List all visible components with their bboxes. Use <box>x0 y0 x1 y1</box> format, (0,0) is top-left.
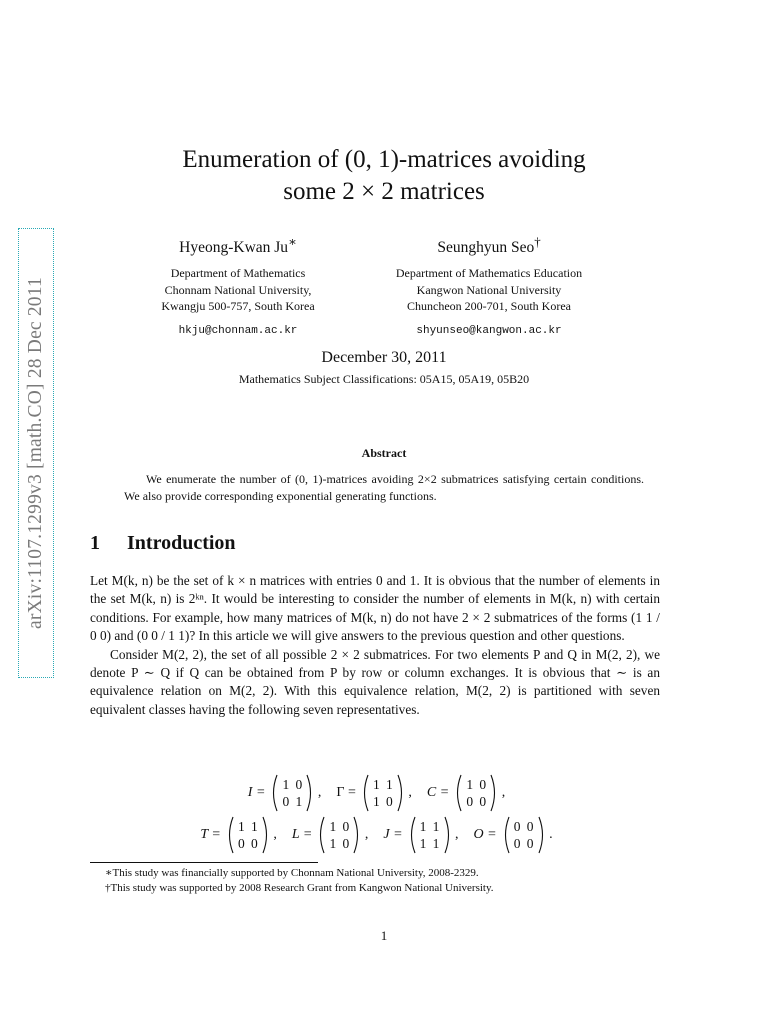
left-paren <box>502 816 510 854</box>
author-mark-1: ∗ <box>288 234 297 249</box>
matrix-entry: 0 <box>342 819 350 834</box>
matrix-entry: 0 <box>513 836 521 851</box>
left-paren <box>317 816 325 854</box>
author-mark-2: † <box>534 234 541 249</box>
matrix-separator: , <box>269 827 277 842</box>
matrix-entry: 0 <box>466 794 474 809</box>
matrix-entry: 0 <box>238 836 245 851</box>
matrix-equation <box>427 774 520 812</box>
abstract-heading: Abstract <box>361 446 407 460</box>
right-paren <box>397 774 405 812</box>
section-number: 1 <box>90 532 100 554</box>
matrix-separator: , <box>404 785 412 800</box>
matrix-entry: 0 <box>526 836 534 851</box>
matrix-row-1 <box>0 774 768 812</box>
footnotes <box>105 866 494 896</box>
matrix-separator: . <box>545 827 553 842</box>
matrix-symbol: C = <box>426 785 450 800</box>
right-paren <box>306 774 314 812</box>
matrix <box>502 816 546 854</box>
title-line-1: Enumeration of (0, 1)-matrices avoiding <box>182 146 586 173</box>
subject-classifications: Mathematics Subject Classifications: 05A15, 05A19, 05B20 <box>238 372 530 386</box>
left-paren <box>454 774 462 812</box>
matrix-symbol: O = <box>473 827 497 842</box>
matrix-equation <box>292 816 383 854</box>
matrix-entry: 1 <box>419 836 427 851</box>
abstract-text: We enumerate the number of (0, 1)-matrices avoiding 2×2 submatrices satisfying certain conditions. We also provide corresponding exponential generating functions. <box>124 472 644 503</box>
matrix-symbol: Γ = <box>336 785 356 800</box>
matrix-entry: 1 <box>238 819 245 834</box>
matrix-entry: 0 <box>251 836 258 851</box>
matrix <box>226 816 270 854</box>
matrix-entry: 1 <box>329 819 337 834</box>
left-paren <box>270 774 278 812</box>
matrix-equation <box>474 816 568 854</box>
matrix-entry: 0 <box>342 836 350 851</box>
matrix <box>317 816 361 854</box>
matrix-symbol: I = <box>247 785 266 800</box>
body-text <box>90 572 660 719</box>
matrix-symbol: T = <box>200 827 221 842</box>
right-paren <box>490 774 498 812</box>
paper-title <box>0 144 768 208</box>
matrix-entry: 0 <box>526 819 534 834</box>
matrix-entry: 0 <box>479 777 487 792</box>
matrix-entry: 1 <box>295 794 303 809</box>
title-line-2: some 2 × 2 matrices <box>283 178 485 205</box>
matrix-entry: 1 <box>419 819 427 834</box>
matrix-entry: 0 <box>295 777 303 792</box>
author-email-1[interactable]: hkju@chonnam.ac.kr <box>178 324 298 337</box>
matrix-separator: , <box>314 785 322 800</box>
section-title: Introduction <box>127 532 236 554</box>
matrix <box>361 774 405 812</box>
matrix-equation <box>248 774 337 812</box>
author-name-1: Hyeong-Kwan Ju∗ <box>179 234 297 257</box>
author-affiliation-1: Department of Mathematics Chonnam National University, Kwangju 500-757, South Korea <box>161 266 315 314</box>
left-paren <box>408 816 416 854</box>
right-paren <box>353 816 361 854</box>
matrix-entry: 1 <box>386 777 393 792</box>
left-paren <box>226 816 234 854</box>
author-block-2 <box>358 232 620 337</box>
matrix <box>454 774 498 812</box>
matrix-entry: 1 <box>432 836 440 851</box>
right-paren <box>538 816 546 854</box>
footnote-divider <box>90 862 318 863</box>
author-block-1 <box>118 232 358 337</box>
matrix-equation <box>200 816 291 854</box>
matrix-symbol: L = <box>291 827 313 842</box>
matrix-equation <box>383 816 473 854</box>
matrix-row-2 <box>0 816 768 854</box>
paper-date: December 30, 2011 <box>321 349 447 366</box>
paragraph-2: Consider M(2, 2), the set of all possible 2 × 2 submatrices. For two elements P and Q in M(2, 2), we denote P ∼ Q if Q can be obtained from P by row or column exchanges. It is obvious that ∼ is an equivalence relation on M(2, 2). With this equivalence relation, M(2, 2) is partitioned with seven equivalent classes having the following seven representatives. <box>90 646 660 717</box>
matrix-entry: 1 <box>432 819 440 834</box>
paragraph-1: Let M(k, n) be the set of k × n matrices with entries 0 and 1. It is obvious that the number of elements in the set M(k, n) is 2ᵏⁿ. It would be interesting to consider the number of elements in M(k, n) with certain conditions. For example, how many matrices of M(k, n) do not have 2 × 2 submatrices of the forms (1 1 / 0 0) and (0 0 / 1 1)? In this article we will give answers to the previous question and other questions. <box>90 573 660 644</box>
matrix-entry: 0 <box>386 794 393 809</box>
footnote-1: ∗This study was financially supported by Chonnam National University, 2008-2329. <box>105 867 479 879</box>
matrix-separator: , <box>361 827 369 842</box>
matrix-symbol: J = <box>383 827 403 842</box>
matrix-entry: 1 <box>251 819 258 834</box>
matrix-entry: 1 <box>329 836 337 851</box>
arxiv-identifier: arXiv:1107.1299v3 [math.CO] 28 Dec 2011 <box>25 277 46 629</box>
matrix <box>408 816 452 854</box>
author-affiliation-2: Department of Mathematics Education Kangwon National University Chuncheon 200-701, South Korea <box>395 266 583 314</box>
matrix-entry: 1 <box>466 777 474 792</box>
author-email-2[interactable]: shyunseo@kangwon.ac.kr <box>416 324 562 337</box>
matrix-entry: 0 <box>282 794 290 809</box>
right-paren <box>444 816 452 854</box>
matrix-entry: 0 <box>479 794 487 809</box>
matrix-entry: 1 <box>373 777 380 792</box>
right-paren <box>262 816 270 854</box>
matrix-entry: 0 <box>513 819 521 834</box>
matrix <box>270 774 314 812</box>
page-number: 1 <box>380 928 388 943</box>
matrix-separator: , <box>451 827 459 842</box>
matrix-entry: 1 <box>282 777 290 792</box>
author-name-2: Seunghyun Seo† <box>437 234 541 257</box>
section-heading <box>90 532 236 555</box>
matrix-entry: 1 <box>373 794 380 809</box>
matrix-separator: , <box>498 785 506 800</box>
left-paren <box>361 774 369 812</box>
footnote-2: †This study was supported by 2008 Research Grant from Kangwon National University. <box>105 882 494 894</box>
matrix-equation <box>336 774 427 812</box>
